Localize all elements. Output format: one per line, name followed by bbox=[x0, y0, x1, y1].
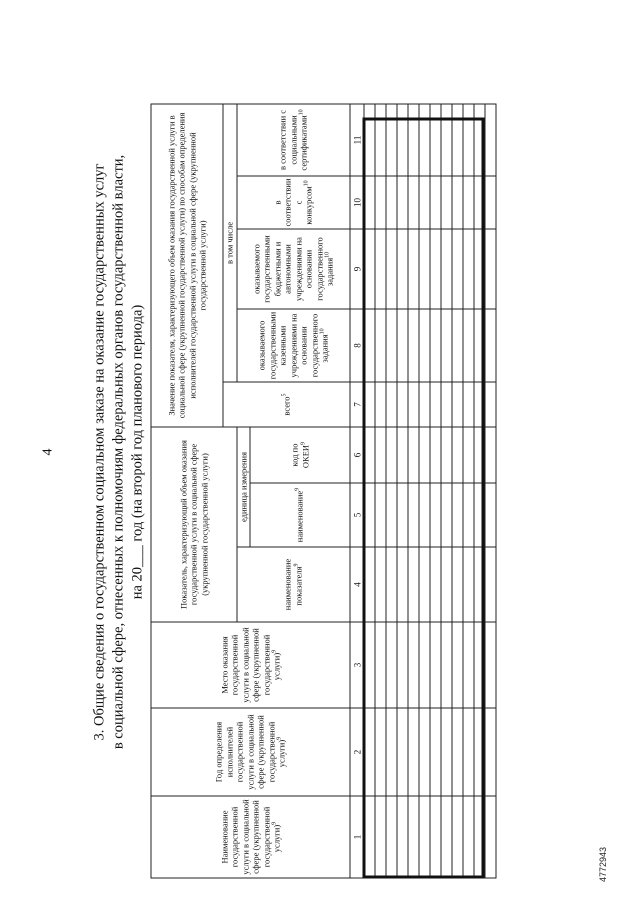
col-number-10: 10 bbox=[350, 176, 364, 229]
header-year: Год определения исполнителей государственной услуги в социальной сфере (укрупненной государственной услуги)$^9$ bbox=[151, 708, 350, 796]
table-row bbox=[364, 104, 375, 878]
table-row bbox=[474, 104, 485, 878]
col-number-8: 8 bbox=[350, 309, 364, 382]
header-value: Значение показателя, характеризующего объем оказания государственной услуги в социальной сфере (укрупненной государственной услуги) по способам определения исполнителей государственной услуги в социальной сфере (укрупненной государственной услуги) bbox=[151, 104, 223, 427]
table-row bbox=[375, 104, 386, 878]
header-total: всего$^5$ bbox=[223, 382, 350, 427]
header-service-name: Наименование государственной услуги в социальной сфере (укрупненной государственной услуги)$^9$ bbox=[151, 796, 350, 878]
header-budgetnye: оказываемого государственными бюджетными и автономными учреждениями на основании государственного задания$^{10}$ bbox=[237, 229, 351, 309]
heading-line-3: на 20___ год (на второй год планового периода) bbox=[129, 304, 146, 600]
header-okei: код по ОКЕИ$^9$ bbox=[250, 427, 350, 483]
header-indicator: Показатель, характеризующий объем оказания государственной услуги в социальной сфере (укрупненной государственной услуги) bbox=[151, 427, 237, 622]
header-unit-name: наименование$^9$ bbox=[250, 483, 350, 547]
header-including: в том числе bbox=[223, 104, 237, 382]
rotated-page bbox=[1, 0, 640, 905]
col-number-2: 2 bbox=[350, 708, 364, 796]
header-certificates: в соответствии с социальными сертификатами$^{10}$ bbox=[237, 104, 351, 176]
page-number: 4 bbox=[40, 448, 56, 456]
table-row bbox=[441, 104, 452, 878]
col-number-3: 3 bbox=[350, 622, 364, 708]
col-number-4: 4 bbox=[350, 547, 364, 622]
social-order-table-wrapper bbox=[151, 103, 497, 878]
table-row bbox=[408, 104, 419, 878]
header-kazennye: оказываемого государственными казенными учреждениями на основании государственного задания$^{10}$ bbox=[237, 309, 351, 382]
header-unit: единица измерения bbox=[237, 427, 251, 547]
heading-line-2: в социальной сфере, отнесенных к полномочиям федеральных органов государственной власти, bbox=[110, 154, 127, 750]
col-number-7: 7 bbox=[350, 382, 364, 427]
table-row bbox=[463, 104, 474, 878]
table-row bbox=[397, 104, 408, 878]
heading-line-1: 3. Общие сведения о государственном социальном заказе на оказание государственных услуг bbox=[91, 163, 108, 741]
col-number-5: 5 bbox=[350, 483, 364, 547]
header-indicator-name: наименование показателя$^9$ bbox=[237, 547, 351, 622]
table-row bbox=[419, 104, 430, 878]
table-row bbox=[485, 104, 496, 878]
table-row bbox=[386, 104, 397, 878]
document-code: 4772943 bbox=[598, 846, 608, 882]
col-number-9: 9 bbox=[350, 229, 364, 309]
col-number-1: 1 bbox=[350, 796, 364, 878]
section-heading bbox=[91, 90, 148, 815]
col-number-6: 6 bbox=[350, 427, 364, 483]
header-konkurs: в соответствии с конкурсом$^{10}$ bbox=[237, 176, 351, 229]
table-row bbox=[452, 104, 463, 878]
header-place: Место оказания государственной услуги в социальной сфере (укрупненной государственной услуги)$^9$ bbox=[151, 622, 350, 708]
table-row bbox=[430, 104, 441, 878]
col-number-11: 11 bbox=[350, 104, 364, 176]
social-order-table bbox=[151, 103, 497, 878]
